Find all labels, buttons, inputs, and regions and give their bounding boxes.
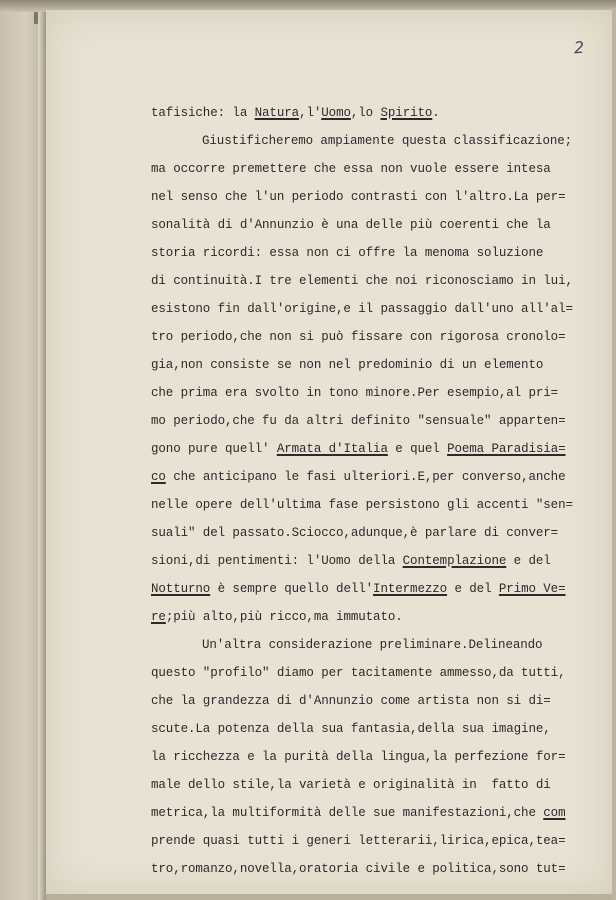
text-line (151, 610, 403, 624)
text-line (151, 582, 566, 596)
text-line (151, 274, 573, 288)
underlined-title: Contemplazione (402, 554, 507, 568)
text-run: prende quasi tutti i generi letterarii,lirica,epica,tea= (151, 834, 566, 848)
text-line (151, 806, 565, 820)
underlined-title: Natura (254, 106, 300, 120)
text-line (151, 722, 551, 736)
underlined-title: Uomo (321, 106, 351, 120)
text-line (151, 246, 543, 260)
text-run: la ricchezza e la purità della lingua,la perfezione for= (151, 750, 566, 764)
text-run: storia ricordi: essa non ci offre la menoma soluzione (151, 246, 544, 260)
text-line (151, 498, 573, 512)
text-run: scute.La potenza della sua fantasia,della sua imagine, (151, 722, 551, 736)
text-line (151, 834, 565, 848)
text-run: ma occorre premettere che essa non vuole essere intesa (151, 162, 551, 176)
text-run: nelle opere dell'ultima fase persistono gli accenti "sen= (151, 498, 573, 512)
text-run: ;più alto,più ricco,ma immutato. (165, 610, 403, 624)
text-line (151, 358, 543, 372)
text-line (151, 442, 566, 456)
text-line (151, 862, 565, 876)
text-run: metrica,la multiformità delle sue manifestazioni,che (151, 806, 544, 820)
text-run: questo "profilo" diamo per tacitamente ammesso,da tutti, (151, 666, 566, 680)
text-run: Un'altra considerazione preliminare.Delineando (202, 638, 543, 652)
text-line (151, 526, 558, 540)
text-run: sonalità di d'Annunzio è una delle più coerenti che la (151, 218, 551, 232)
text-line (151, 330, 565, 344)
text-line (202, 638, 542, 652)
text-line (202, 134, 572, 148)
text-line (151, 554, 551, 568)
text-run: ,lo (350, 106, 381, 120)
text-run: di continuità.I tre elementi che noi riconosciamo in lui, (151, 274, 573, 288)
underlined-title: Intermezzo (373, 582, 448, 596)
text-run: tro periodo,che non si può fissare con rigorosa cronolo= (151, 330, 566, 344)
text-run: gia,non consiste se non nel predominio di un elemento (151, 358, 544, 372)
text-line (151, 302, 573, 316)
underlined-title: Spirito (380, 106, 433, 120)
underlined-title: re (151, 610, 166, 624)
text-run: e quel (387, 442, 448, 456)
text-run: Giustificheremo ampiamente questa classificazione; (202, 134, 573, 148)
text-run: e del (506, 554, 551, 568)
text-run: ,l' (299, 106, 322, 120)
underlined-title: Notturno (151, 582, 211, 596)
text-run: male dello stile,la varietà e originalità in fatto di (151, 778, 551, 792)
underlined-title: Armata d'Italia (276, 442, 388, 456)
spine-edge (38, 0, 46, 900)
text-run: che la grandezza di d'Annunzio come artista non si di= (151, 694, 551, 708)
text-line (151, 750, 565, 764)
text-line (151, 778, 551, 792)
text-run: sioni,di pentimenti: l'Uomo della (151, 554, 403, 568)
page-number: 2 (573, 37, 585, 58)
text-line (151, 106, 440, 120)
text-run: tafisiche: la (151, 106, 255, 120)
text-line (151, 666, 565, 680)
text-run: mo periodo,che fu da altri definito "sensuale" apparten= (151, 414, 566, 428)
text-line (151, 694, 551, 708)
text-line (151, 470, 565, 484)
text-line (151, 386, 558, 400)
text-run: suali" del passato.Sciocco,adunque,è parlare di conver= (151, 526, 559, 540)
text-run: che anticipano le fasi ulteriori.E,per converso,anche (165, 470, 566, 484)
text-run: è sempre quello dell' (210, 582, 374, 596)
text-run: tro,romanzo,novella,oratoria civile e politica,sono tut= (151, 862, 566, 876)
text-run: . (432, 106, 440, 120)
right-edge (612, 8, 616, 900)
text-line (151, 162, 551, 176)
underlined-title: Primo Ve= (498, 582, 566, 596)
text-run: che prima era svolto in tono minore.Per esempio,al pri= (151, 386, 559, 400)
text-run: gono pure quell' (151, 442, 277, 456)
text-line (151, 414, 565, 428)
binding-staple (34, 12, 38, 24)
text-line (151, 190, 565, 204)
text-run: e del (447, 582, 499, 596)
text-run: esistono fin dall'origine,e il passaggio dall'uno all'al= (151, 302, 573, 316)
text-run: nel senso che l'un periodo contrasti con l'altro.La per= (151, 190, 566, 204)
bottom-edge (46, 894, 616, 900)
underlined-title: Poema Paradisia= (447, 442, 566, 456)
underlined-title: com (543, 806, 566, 820)
text-line (151, 218, 551, 232)
underlined-title: co (151, 470, 166, 484)
